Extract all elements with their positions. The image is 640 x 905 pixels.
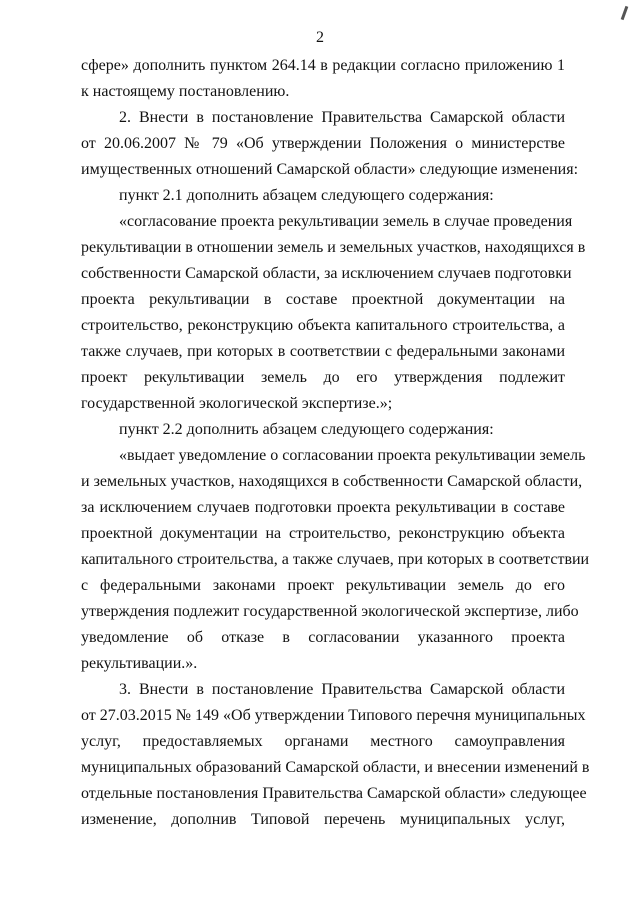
text-line: проект рекультивации земель до его утверждения подлежит	[81, 369, 565, 386]
scan-mark	[621, 6, 629, 20]
text-line: «выдает уведомление о согласовании проекта рекультивации земель	[119, 447, 586, 464]
text-line: строительство, реконструкцию объекта капитального строительства, а	[81, 317, 565, 334]
text-line: утверждения подлежит государственной экологической экспертизе, либо	[81, 603, 579, 620]
text-line: от 20.06.2007 № 79 «Об утверждении Положения о министерстве	[81, 135, 565, 152]
text-line: с федеральными законами проект рекультивации земель до его	[81, 577, 565, 594]
text-line: к настоящему постановлению.	[81, 83, 290, 100]
text-line: 3. Внести в постановление Правительства Самарской области	[119, 681, 565, 698]
text-line: сфере» дополнить пунктом 264.14 в редакции согласно приложению 1	[81, 57, 565, 74]
text-line: пункт 2.1 дополнить абзацем следующего содержания:	[119, 187, 494, 204]
page-number: 2	[316, 29, 324, 46]
document-body	[81, 53, 590, 833]
text-line: за исключением случаев подготовки проекта рекультивации в составе	[81, 499, 565, 516]
text-line: муниципальных образований Самарской области, и внесении изменений в	[81, 759, 590, 776]
text-line: отдельные постановления Правительства Самарской области» следующее	[81, 785, 587, 802]
text-line: от 27.03.2015 № 149 «Об утверждении Типового перечня муниципальных	[81, 707, 586, 724]
text-line: пункт 2.2 дополнить абзацем следующего содержания:	[119, 421, 494, 438]
text-line: имущественных отношений Самарской области» следующие изменения:	[81, 161, 579, 178]
text-line: проекта рекультивации в составе проектной документации на	[81, 291, 565, 308]
text-line: государственной экологической экспертизе.»;	[81, 395, 393, 412]
text-line: 2. Внести в постановление Правительства Самарской области	[119, 109, 565, 126]
text-line: услуг, предоставляемых органами местного самоуправления	[81, 733, 565, 750]
text-line: проектной документации на строительство, реконструкцию объекта	[81, 525, 565, 542]
text-line: изменение, дополнив Типовой перечень муниципальных услуг,	[81, 811, 565, 828]
text-line: капитального строительства, а также случаев, при которых в соответствии	[81, 551, 590, 568]
text-line: рекультивации в отношении земель и земельных участков, находящихся в	[81, 239, 586, 256]
text-line: также случаев, при которых в соответствии с федеральными законами	[81, 343, 565, 360]
text-line: рекультивации.».	[81, 655, 198, 672]
text-line: и земельных участков, находящихся в собственности Самарской области,	[81, 473, 583, 490]
text-line: собственности Самарской области, за исключением случаев подготовки	[81, 265, 572, 282]
text-line: уведомление об отказе в согласовании указанного проекта	[81, 629, 565, 646]
text-line: «согласование проекта рекультивации земель в случае проведения	[119, 213, 573, 230]
